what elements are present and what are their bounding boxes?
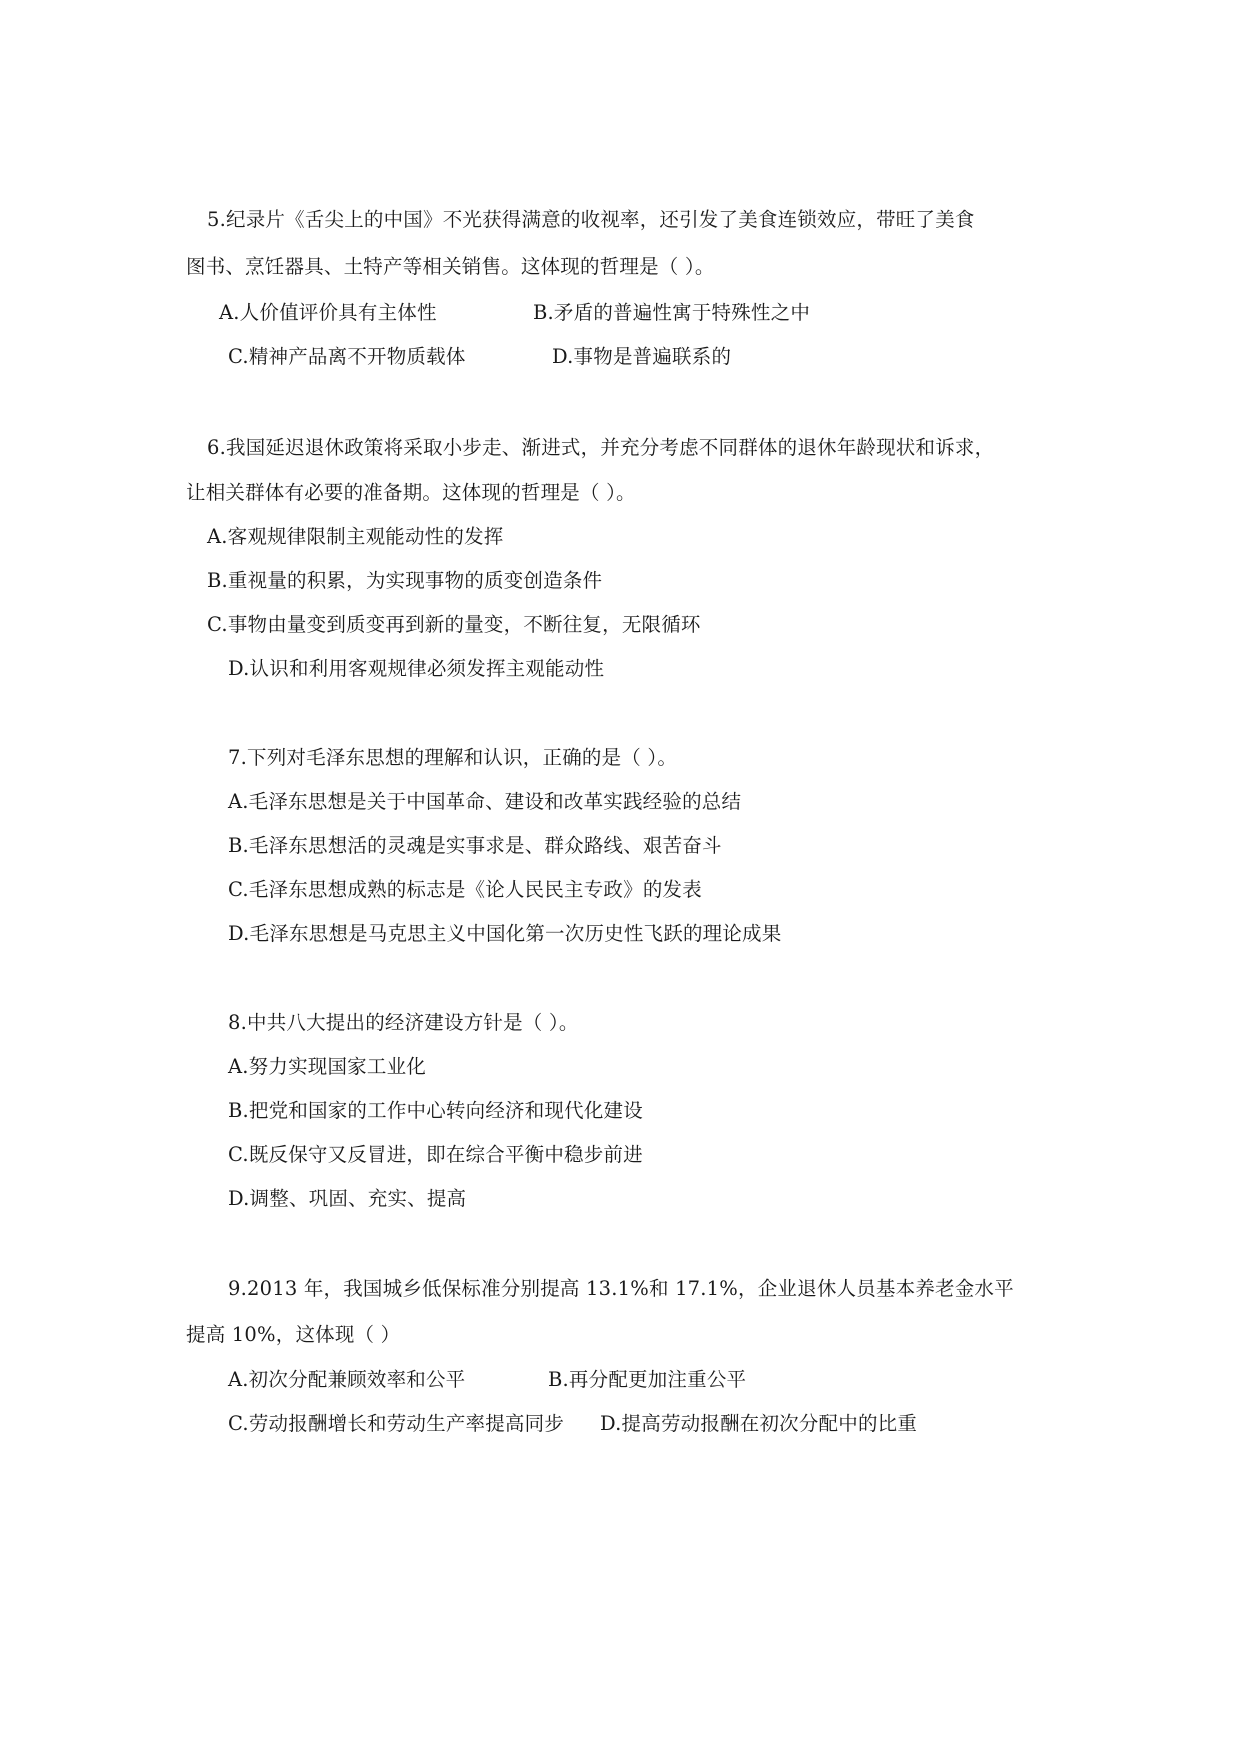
question-6-option-c: C.事物由量变到质变再到新的量变，不断往复，无限循环 (207, 613, 701, 636)
question-9-option-d: D.提高劳动报酬在初次分配中的比重 (600, 1412, 918, 1435)
question-5-stem-line-2: 图书、烹饪器具、土特产等相关销售。这体现的哲理是（ ）。 (186, 255, 715, 278)
question-6-stem-line-1: 6.我国延迟退休政策将采取小步走、渐进式，并充分考虑不同群体的退休年龄现状和诉求， (207, 436, 995, 459)
question-5-option-d: D.事物是普遍联系的 (552, 345, 732, 368)
question-6-option-d: D.认识和利用客观规律必须发挥主观能动性 (228, 657, 605, 680)
question-7-stem: 7.下列对毛泽东思想的理解和认识，正确的是（ ）。 (228, 746, 678, 769)
question-5-option-c: C.精神产品离不开物质载体 (228, 345, 466, 368)
question-6-option-b: B.重视量的积累，为实现事物的质变创造条件 (207, 569, 603, 592)
question-8-option-c: C.既反保守又反冒进，即在综合平衡中稳步前进 (228, 1143, 643, 1166)
question-8-option-b: B.把党和国家的工作中心转向经济和现代化建设 (228, 1099, 643, 1122)
question-9-stem-line-2: 提高 10%，这体现（ ） (186, 1323, 401, 1346)
question-6-option-a: A.客观规律限制主观能动性的发挥 (207, 525, 504, 548)
question-8-option-d: D.调整、巩固、充实、提高 (228, 1187, 467, 1210)
question-5-option-a: A.人价值评价具有主体性 (219, 301, 437, 324)
question-7-option-a: A.毛泽东思想是关于中国革命、建设和改革实践经验的总结 (228, 790, 742, 813)
question-7-option-b: B.毛泽东思想活的灵魂是实事求是、群众路线、艰苦奋斗 (228, 834, 722, 857)
question-7-option-d: D.毛泽东思想是马克思主义中国化第一次历史性飞跃的理论成果 (228, 922, 782, 945)
question-9-stem-line-1: 9.2013 年，我国城乡低保标准分别提高 13.1%和 17.1%，企业退休人员基本养老金水平 (228, 1277, 1014, 1300)
question-8-stem: 8.中共八大提出的经济建设方针是（ ）。 (228, 1011, 579, 1034)
question-6-stem-line-2: 让相关群体有必要的准备期。这体现的哲理是（ ）。 (186, 481, 636, 504)
question-8-option-a: A.努力实现国家工业化 (228, 1055, 426, 1078)
question-9-option-a: A.初次分配兼顾效率和公平 (228, 1368, 466, 1391)
question-9-option-c: C.劳动报酬增长和劳动生产率提高同步 (228, 1412, 565, 1435)
question-5-stem-line-1: 5.纪录片《舌尖上的中国》不光获得满意的收视率，还引发了美食连锁效应，带旺了美食 (207, 208, 975, 231)
question-5-option-b: B.矛盾的普遍性寓于特殊性之中 (533, 301, 811, 324)
question-7-option-c: C.毛泽东思想成熟的标志是《论人民民主专政》的发表 (228, 878, 702, 901)
question-9-option-b: B.再分配更加注重公平 (548, 1368, 747, 1391)
